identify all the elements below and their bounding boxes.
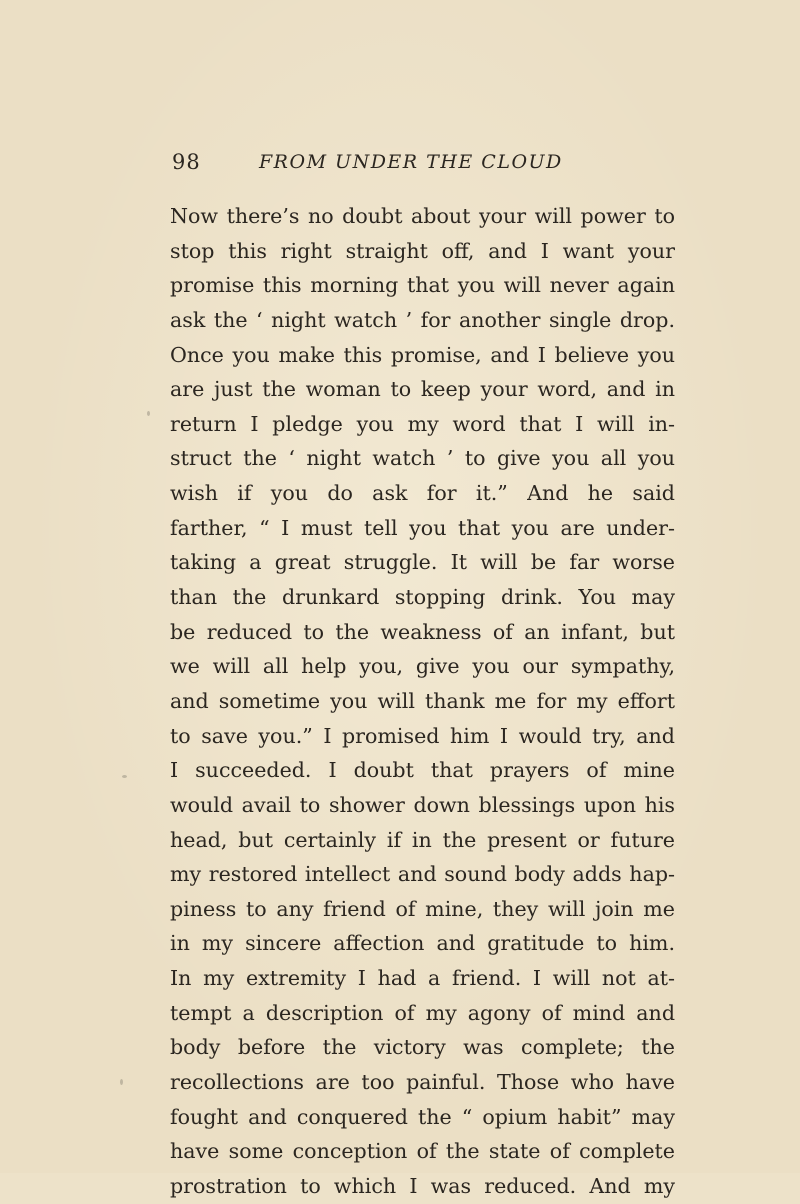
text-line: prostration to which I was reduced. And my	[170, 1173, 675, 1198]
text-line: and sometime you will thank me for my effort	[170, 688, 675, 713]
margin-speck	[147, 411, 150, 416]
text-line: my restored intellect and sound body adds hap-	[170, 862, 675, 887]
text-line: body before the victory was complete; the	[170, 1035, 675, 1060]
text-line: taking a great struggle. It will be far worse	[170, 550, 675, 575]
margin-speck	[120, 1079, 123, 1085]
text-line: have some conception of the state of complete	[170, 1139, 675, 1164]
text-line: promise this morning that you will never again	[170, 273, 675, 298]
text-line: would avail to shower down blessings upon his	[170, 792, 675, 817]
text-line: tempt a description of my agony of mind and	[170, 1000, 675, 1025]
text-line: be reduced to the weakness of an infant, but	[170, 619, 675, 644]
text-line: in my sincere affection and gratitude to him.	[170, 931, 675, 956]
text-line: to save you.” I promised him I would try, and	[170, 723, 675, 748]
text-line: I succeeded. I doubt that prayers of mine	[170, 758, 675, 783]
page-number: 98	[172, 150, 201, 174]
text-line: farther, “ I must tell you that you are under-	[170, 515, 675, 540]
text-line: head, but certainly if in the present or future	[170, 827, 675, 852]
text-line: Once you make this promise, and I believe you	[170, 342, 675, 367]
text-line: than the drunkard stopping drink. You may	[170, 585, 675, 610]
text-line: struct the ‘ night watch ’ to give you all you	[170, 446, 675, 471]
body-text	[170, 199, 675, 1204]
text-line: Now there’s no doubt about your will power to	[170, 204, 675, 228]
page-header	[172, 150, 642, 180]
text-line: piness to any friend of mine, they will join me	[170, 896, 675, 921]
text-line: fought and conquered the “ opium habit” may	[170, 1104, 675, 1129]
text-line: we will all help you, give you our sympathy,	[170, 654, 675, 679]
text-line: ask the ‘ night watch ’ for another single drop.	[170, 307, 675, 332]
running-head: FROM UNDER THE CLOUD	[259, 151, 563, 173]
text-line: stop this right straight off, and I want your	[170, 238, 675, 263]
text-line: recollections are too painful. Those who have	[170, 1070, 675, 1095]
text-line: are just the woman to keep your word, and in	[170, 377, 675, 402]
text-line: return I pledge you my word that I will in-	[170, 411, 675, 436]
text-line: In my extremity I had a friend. I will not at-	[170, 966, 675, 991]
margin-speck	[122, 775, 127, 778]
text-line: wish if you do ask for it.” And he said	[170, 481, 675, 506]
